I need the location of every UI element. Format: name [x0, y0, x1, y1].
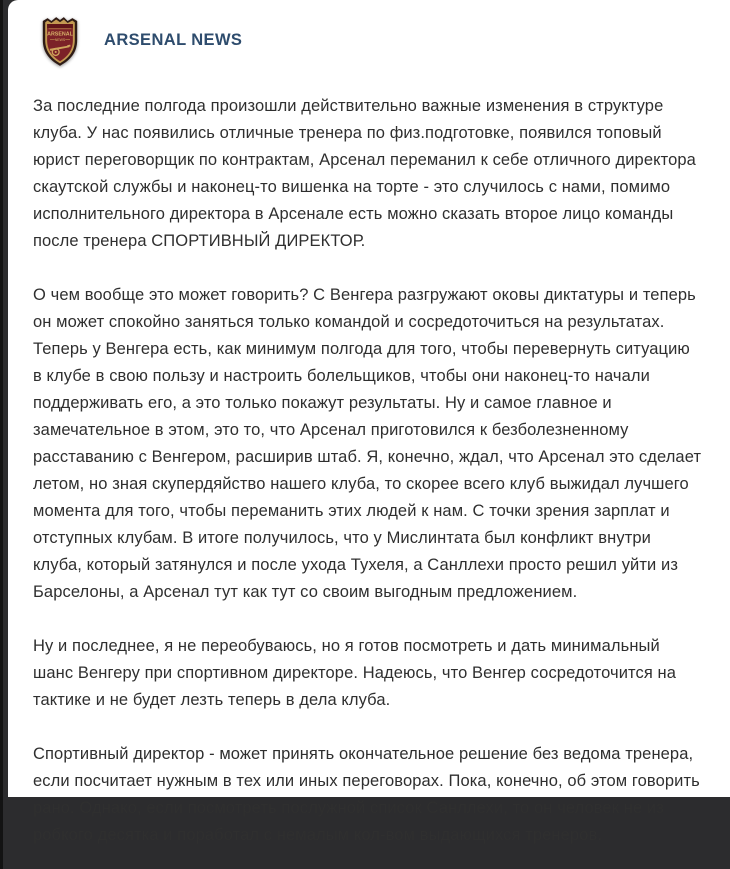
- svg-text:NEWS: NEWS: [54, 37, 66, 42]
- avatar[interactable]: [39, 15, 81, 71]
- post-text: [8, 71, 730, 869]
- post-paragraph: Спортивный директор - может принять окончательное решение без ведома тренера, если посчитает нужным в тех или иных переговорах. Пока, конечно, об этом говорить рано. Однако, если посмотреть послужной список Санллехи, то он человек не из робкого десятка и поработал с немалым кол-вом выдающихся тренеров.: [33, 745, 700, 844]
- post-card: [8, 0, 730, 844]
- post-paragraph: За последние полгода произошли действительно важные изменения в структуре клуба. У нас появились отличные тренера по физ.подготовке, появился топовый юрист переговорщик по контрактам, Арсенал переманил к себе отличного директора скаутской службы и наконец-то вишенка на торте - это случилось с нами, помимо исполнительного директора в Арсенале есть можно сказать второе лицо команды после тренера СПОРТИВНЫЙ ДИРЕКТОР.: [33, 97, 696, 250]
- svg-text:ARSENAL: ARSENAL: [47, 31, 73, 38]
- post-paragraph: Ну и последнее, я не переобуваюсь, но я готов посмотреть и дать минимальный шанс Венгеру при спортивном директоре. Надеюсь, что Венгер сосредоточится на тактике и не будет лезть теперь в дела клуба.: [33, 637, 677, 709]
- post-paragraph: О чем вообще это может говорить? С Венгера разгружают оковы диктатуры и теперь он может спокойно заняться только командой и сосредоточиться на результатах. Теперь у Венгера есть, как минимум полгода для того, чтобы перевернуть ситуацию в клубе в свою пользу и настроить болельщиков, чтобы они наконец-то начали поддерживать его, а это только покажут результаты. Ну и самое главное и замечательное в этом, это то, что Арсенал приготовился к безболезненному расставанию с Венгером, расширив штаб. Я, конечно, ждал, что Арсенал это сделает летом, но зная скупердяйство нашего клуба, то скорее всего клуб выжидал лучшего момента для того, чтобы переманить этих людей к нам. С точки зрения зарплат и отступных клубам. В итоге получилось, что у Мислинтата был конфликт внутри клуба, который затянулся и после ухода Тухеля, а Санллехи просто решил уйти из Барселоны, а Арсенал тут как тут со своим выгодным предложением.: [33, 286, 702, 601]
- author-name-link[interactable]: ARSENAL NEWS: [104, 30, 243, 49]
- post-header: [8, 0, 730, 71]
- arsenal-crest-icon: [39, 13, 81, 74]
